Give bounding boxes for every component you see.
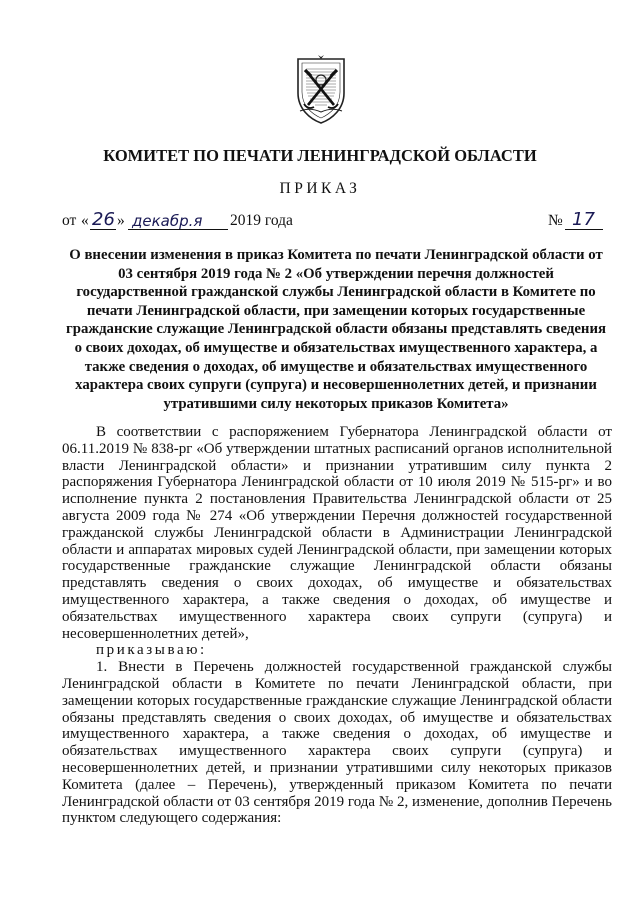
date-number-line [62, 208, 602, 234]
number-underline [565, 229, 603, 230]
month-underline [128, 229, 228, 230]
order-directive: приказываю: [96, 642, 207, 659]
document-type-title: ПРИКАЗ [279, 180, 361, 197]
date-close-quote: » [117, 212, 125, 229]
preamble-paragraph: В соответствии с распоряжением Губернатора Ленинградской области от 06.11.2019 № 838-рг «Об утверждении штатных расписаний органов исполнительной власти Ленинградской области» и признании утратившим силу пункта 2 распоряжения Губернатора Ленинградской области от 10 июля 2019 № 515-рг» и во исполнение пункта 2 постановления Правительства Ленинградской области от 25 августа 2009 года № 274 «Об утверждении Перечня должностей государственной гражданской службы Ленинградской области в Администрации Ленинградской области и аппаратах мировых судей Ленинградской области, при замещении которых государственные гражданские служащие Ленинградской области обязаны представлять сведения о своих доходах, об имуществе и обязательствах имущественного характера, а также сведения о доходах, об имуществе и обязательствах имущественного характера своих супруги (супруга) и несовершеннолетних детей», [62, 424, 612, 642]
date-day-handwritten: 26 [92, 209, 115, 230]
date-month-handwritten: декабр.я [132, 212, 203, 230]
date-open-quote: « [81, 212, 89, 229]
committee-name: КОМИТЕТ ПО ПЕЧАТИ ЛЕНИНГРАДСКОЙ ОБЛАСТИ [103, 146, 537, 165]
coat-of-arms-icon [294, 55, 348, 125]
date-prefix: от [62, 212, 77, 229]
number-prefix: № [548, 212, 563, 229]
order-number-handwritten: 17 [572, 209, 595, 230]
date-year: 2019 года [230, 212, 293, 229]
order-subject-heading: О внесении изменения в приказ Комитета по печати Ленинградской области от 03 сентября 2019 года № 2 «Об утверждении перечня должностей государственной гражданской службы Ленинградской области в Комитете по печати Ленинградской области, при замещении которых государственные гражданские служащие Ленинградской области обязаны представлять сведения о своих доходах, об имуществе и обязательствах имущественного характера, а также сведения о доходах, об имуществе и обязательствах имущественного характера своих супруги (супруга) и несовершеннолетних детей, и признании утратившими силу некоторых приказов Комитета» [66, 247, 606, 412]
order-body [62, 424, 612, 827]
order-item-1: 1. Внести в Перечень должностей государственной гражданской службы Ленинградской области в Комитете по печати Ленинградской области, при замещении которых государственные гражданские служащие Ленинградской области обязаны представлять сведения о своих доходах, об имуществе и обязательствах имущественного характера, а также сведения о доходах, об имуществе и обязательствах имущественного характера своих супруги (супруга) и несовершеннолетних детей, и признании утратившими силу некоторых приказов Комитета (далее – Перечень), утвержденный приказом Комитета по печати Ленинградской области от 03 сентября 2019 года № 2, изменение, дополнив Перечень пунктом следующего содержания: [62, 659, 612, 827]
day-underline [90, 229, 116, 230]
